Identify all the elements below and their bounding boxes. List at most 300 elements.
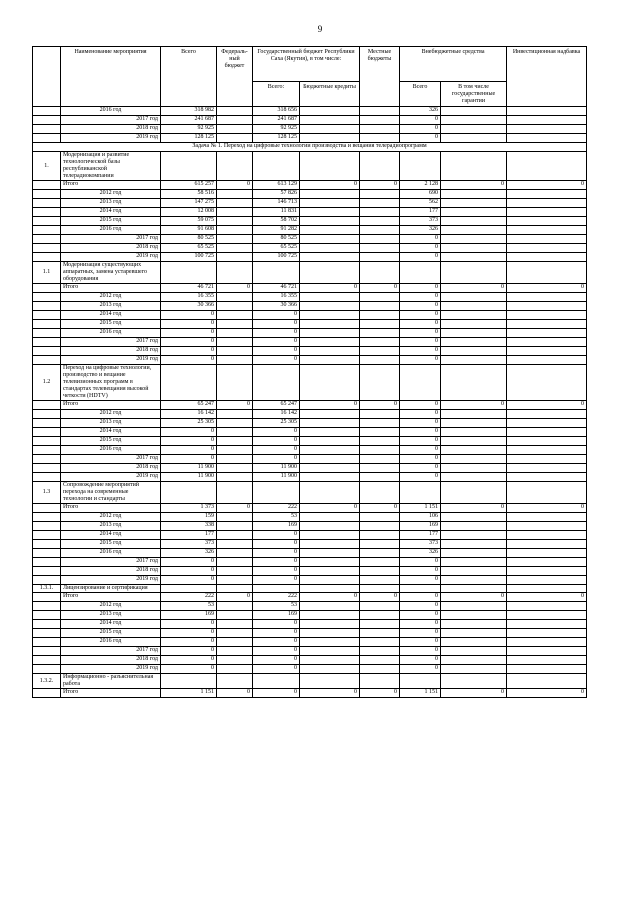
cell-total: 0 [161,620,217,629]
cell-local [360,320,400,329]
table-row [33,284,587,293]
cell-offbudget-total: 0 [400,558,441,567]
cell-offbudget-total: 0 [400,253,441,262]
cell-federal [217,107,253,116]
row-code-cell [33,638,61,647]
cell-federal [217,226,253,235]
cell-federal [217,638,253,647]
cell-investment: 0 [507,284,587,293]
cell-state-credits [300,199,360,208]
cell-investment: 0 [507,593,587,602]
row-code-cell [33,611,61,620]
cell-federal [217,611,253,620]
cell-local [360,329,400,338]
cell-offbudget-guarantees [441,567,507,576]
cell-state-total: 0 [253,320,300,329]
row-label: 2016 год [61,226,161,235]
cell-offbudget-total: 1 151 [400,689,441,698]
cell-federal [217,446,253,455]
section-title-row [33,152,587,181]
section-title: Лицензирование и сертификация [61,585,161,593]
row-code-cell [33,665,61,674]
row-code-cell [33,473,61,482]
table-row [33,629,587,638]
empty-cell [360,365,400,401]
row-code-cell [33,464,61,473]
row-code-cell [33,656,61,665]
cell-offbudget-total: 0 [400,638,441,647]
empty-cell [253,365,300,401]
cell-state-total: 0 [253,455,300,464]
cell-local [360,125,400,134]
cell-state-credits [300,647,360,656]
empty-cell [253,152,300,181]
cell-offbudget-total: 0 [400,134,441,143]
cell-offbudget-total: 0 [400,656,441,665]
cell-state-credits [300,329,360,338]
cell-offbudget-guarantees [441,320,507,329]
cell-offbudget-total: 0 [400,446,441,455]
cell-state-total: 0 [253,629,300,638]
empty-cell [400,585,441,593]
cell-state-total: 53 [253,602,300,611]
cell-local [360,347,400,356]
empty-cell [441,585,507,593]
cell-federal [217,320,253,329]
table-row [33,320,587,329]
cell-local: 0 [360,689,400,698]
empty-cell [507,262,587,284]
cell-investment [507,576,587,585]
cell-offbudget-guarantees [441,199,507,208]
cell-state-total: 65 247 [253,401,300,410]
cell-local [360,647,400,656]
cell-investment [507,665,587,674]
empty-cell [507,482,587,504]
cell-state-total: 318 656 [253,107,300,116]
cell-federal [217,455,253,464]
row-label: 2012 год [61,513,161,522]
empty-cell [300,152,360,181]
empty-cell [300,585,360,593]
row-label: 2019 год [61,134,161,143]
row-label: 2015 год [61,437,161,446]
cell-local [360,311,400,320]
cell-total: 0 [161,647,217,656]
cell-local [360,419,400,428]
empty-cell [161,585,217,593]
cell-local: 0 [360,181,400,190]
cell-offbudget-guarantees [441,134,507,143]
table-row [33,181,587,190]
cell-state-credits [300,656,360,665]
cell-investment [507,428,587,437]
cell-investment: 0 [507,689,587,698]
cell-investment [507,199,587,208]
cell-offbudget-guarantees [441,419,507,428]
cell-offbudget-total: 0 [400,602,441,611]
row-label: 2017 год [61,455,161,464]
table-row [33,602,587,611]
table-row [33,302,587,311]
row-label: 2019 год [61,253,161,262]
cell-total: 241 687 [161,116,217,125]
empty-cell [217,262,253,284]
cell-state-total: 46 721 [253,284,300,293]
empty-cell [217,365,253,401]
empty-cell [253,482,300,504]
empty-cell [161,262,217,284]
section-code: 1.2 [33,365,61,401]
cell-state-credits [300,116,360,125]
cell-state-credits [300,190,360,199]
empty-cell [360,482,400,504]
cell-total: 92 925 [161,125,217,134]
cell-investment [507,329,587,338]
cell-state-total: 91 282 [253,226,300,235]
cell-state-credits: 0 [300,401,360,410]
header-local: Местные бюджеты [360,47,400,107]
cell-offbudget-total: 106 [400,513,441,522]
cell-offbudget-guarantees: 0 [441,504,507,513]
cell-total: 0 [161,437,217,446]
empty-cell [360,262,400,284]
row-label: 2013 год [61,419,161,428]
cell-state-credits [300,226,360,235]
cell-state-credits [300,567,360,576]
row-label: Итого [61,689,161,698]
table-row [33,199,587,208]
cell-offbudget-guarantees [441,302,507,311]
row-code-cell [33,356,61,365]
cell-offbudget-total: 2 128 [400,181,441,190]
cell-local [360,620,400,629]
row-label: 2012 год [61,410,161,419]
cell-federal [217,576,253,585]
empty-cell [400,674,441,689]
cell-offbudget-total: 0 [400,293,441,302]
row-label: 2016 год [61,549,161,558]
cell-state-total: 169 [253,522,300,531]
cell-investment [507,620,587,629]
cell-state-credits [300,244,360,253]
cell-federal [217,522,253,531]
cell-state-credits [300,611,360,620]
cell-local [360,134,400,143]
cell-investment: 0 [507,181,587,190]
cell-local [360,558,400,567]
empty-cell [217,152,253,181]
cell-state-total: 11 900 [253,473,300,482]
cell-total: 30 366 [161,302,217,311]
row-code-cell [33,329,61,338]
cell-offbudget-guarantees [441,638,507,647]
table-row [33,455,587,464]
cell-federal [217,208,253,217]
table-row [33,208,587,217]
cell-total: 0 [161,656,217,665]
row-code-cell [33,522,61,531]
row-label: 2016 год [61,638,161,647]
cell-state-total: 25 305 [253,419,300,428]
header-off-total: Всего [400,82,441,107]
cell-local [360,567,400,576]
cell-offbudget-guarantees: 0 [441,401,507,410]
cell-local [360,356,400,365]
row-label: 2013 год [61,522,161,531]
cell-offbudget-guarantees [441,329,507,338]
cell-total: 0 [161,428,217,437]
header-state-total: Всего: [253,82,300,107]
header-federal: Федераль-ный бюджет [217,47,253,107]
cell-local [360,107,400,116]
cell-federal [217,356,253,365]
row-label: 2016 год [61,107,161,116]
cell-state-credits [300,356,360,365]
cell-offbudget-total: 0 [400,437,441,446]
header-name: Наименование мероприятия [61,47,161,107]
cell-offbudget-guarantees [441,356,507,365]
cell-offbudget-total: 0 [400,410,441,419]
cell-total: 58 516 [161,190,217,199]
cell-state-total: 0 [253,576,300,585]
table-row [33,567,587,576]
cell-investment [507,419,587,428]
section-title: Сопровождение мероприятий перехода на современные технологии и стандарты [61,482,161,504]
cell-offbudget-guarantees [441,293,507,302]
empty-cell [253,585,300,593]
cell-federal [217,513,253,522]
table-row [33,620,587,629]
row-label: Итого [61,401,161,410]
cell-state-credits [300,347,360,356]
cell-local [360,302,400,311]
cell-state-total: 11 831 [253,208,300,217]
cell-investment [507,190,587,199]
cell-offbudget-guarantees [441,620,507,629]
cell-state-total: 0 [253,558,300,567]
row-label: 2017 год [61,235,161,244]
table-row [33,647,587,656]
cell-local [360,629,400,638]
row-code-cell [33,125,61,134]
cell-state-credits [300,665,360,674]
cell-total: 12 008 [161,208,217,217]
cell-offbudget-total: 0 [400,576,441,585]
empty-cell [507,674,587,689]
cell-state-total: 0 [253,311,300,320]
cell-state-total: 222 [253,593,300,602]
section-title-row [33,674,587,689]
cell-state-total: 16 142 [253,410,300,419]
cell-total: 1 151 [161,689,217,698]
empty-cell [400,482,441,504]
cell-investment [507,602,587,611]
cell-local [360,473,400,482]
cell-local: 0 [360,284,400,293]
cell-offbudget-guarantees [441,629,507,638]
cell-federal [217,134,253,143]
cell-total: 11 900 [161,473,217,482]
cell-total: 0 [161,455,217,464]
cell-federal [217,620,253,629]
table-row [33,253,587,262]
cell-offbudget-total: 562 [400,199,441,208]
cell-local [360,522,400,531]
cell-state-credits [300,558,360,567]
cell-offbudget-total: 0 [400,347,441,356]
cell-investment [507,253,587,262]
cell-investment [507,656,587,665]
cell-state-credits [300,620,360,629]
cell-offbudget-total: 0 [400,235,441,244]
cell-total: 53 [161,602,217,611]
cell-state-credits [300,576,360,585]
cell-state-credits [300,531,360,540]
cell-local [360,428,400,437]
row-label: 2015 год [61,320,161,329]
cell-federal [217,629,253,638]
section-title-row [33,585,587,593]
cell-offbudget-guarantees [441,338,507,347]
cell-federal: 0 [217,593,253,602]
cell-state-total: 58 702 [253,217,300,226]
cell-federal [217,473,253,482]
table-row [33,531,587,540]
section-title: Модернизация и развитие технологической базы республиканской телерадиокомпании [61,152,161,181]
row-code-cell [33,504,61,513]
cell-local [360,513,400,522]
section-title-row [33,262,587,284]
cell-offbudget-guarantees [441,665,507,674]
cell-local: 0 [360,504,400,513]
cell-offbudget-guarantees [441,347,507,356]
row-label: 2016 год [61,446,161,455]
row-label: 2019 год [61,576,161,585]
cell-state-total: 100 725 [253,253,300,262]
row-label: Итого [61,504,161,513]
cell-offbudget-total: 690 [400,190,441,199]
row-code-cell [33,338,61,347]
cell-state-credits: 0 [300,689,360,698]
cell-investment [507,638,587,647]
cell-offbudget-guarantees [441,437,507,446]
cell-offbudget-total: 0 [400,419,441,428]
cell-state-credits [300,107,360,116]
cell-state-total: 0 [253,620,300,629]
table-row [33,311,587,320]
table-row [33,226,587,235]
cell-local: 0 [360,593,400,602]
row-label: 2018 год [61,244,161,253]
row-code-cell [33,181,61,190]
row-label: 2013 год [61,302,161,311]
table-row [33,116,587,125]
row-code-cell [33,540,61,549]
cell-total: 326 [161,549,217,558]
cell-state-total: 146 713 [253,199,300,208]
row-code-cell [33,253,61,262]
cell-state-credits [300,602,360,611]
row-code-cell [33,620,61,629]
task-title: Задача № 1. Переход на цифровые технологии производства и вещания телерадиопрограмм [33,143,587,152]
row-code-cell [33,419,61,428]
row-label: 2014 год [61,620,161,629]
cell-state-credits [300,338,360,347]
cell-total: 59 075 [161,217,217,226]
cell-offbudget-total: 0 [400,428,441,437]
cell-state-credits [300,473,360,482]
cell-state-total: 222 [253,504,300,513]
header-state-credits: Бюджетные кредиты [300,82,360,107]
table-row [33,638,587,647]
cell-offbudget-total: 0 [400,464,441,473]
empty-cell [217,674,253,689]
cell-local [360,116,400,125]
cell-investment [507,567,587,576]
cell-federal [217,217,253,226]
cell-total: 318 982 [161,107,217,116]
cell-state-credits [300,125,360,134]
row-label: 2018 год [61,347,161,356]
cell-investment [507,513,587,522]
row-code-cell [33,576,61,585]
cell-state-credits [300,419,360,428]
cell-local [360,549,400,558]
cell-offbudget-total: 0 [400,611,441,620]
row-code-cell [33,235,61,244]
cell-offbudget-guarantees [441,558,507,567]
cell-investment [507,464,587,473]
row-code-cell [33,244,61,253]
cell-local [360,437,400,446]
empty-cell [300,262,360,284]
table-row [33,134,587,143]
cell-offbudget-guarantees [441,513,507,522]
row-label: 2019 год [61,356,161,365]
empty-cell [253,262,300,284]
cell-investment [507,611,587,620]
table-row [33,107,587,116]
cell-local [360,293,400,302]
cell-total: 16 142 [161,410,217,419]
cell-investment [507,125,587,134]
cell-total: 147 275 [161,199,217,208]
cell-total: 0 [161,638,217,647]
cell-offbudget-guarantees [441,647,507,656]
empty-cell [360,152,400,181]
cell-offbudget-total: 177 [400,208,441,217]
cell-offbudget-guarantees [441,116,507,125]
row-code-cell [33,647,61,656]
cell-investment [507,226,587,235]
cell-investment [507,540,587,549]
cell-offbudget-guarantees [441,428,507,437]
cell-state-total: 0 [253,338,300,347]
header-state-budget: Государственный бюджет Республики Саха (Якутия), в том числе: [253,47,360,82]
cell-total: 0 [161,356,217,365]
empty-cell [161,482,217,504]
cell-state-credits: 0 [300,593,360,602]
cell-local: 0 [360,401,400,410]
cell-state-total: 613 129 [253,181,300,190]
row-label: 2017 год [61,116,161,125]
row-code-cell [33,567,61,576]
cell-state-credits [300,455,360,464]
section-title: Информационно - разъяснительная работа [61,674,161,689]
page-number: 9 [317,24,323,34]
row-label: 2014 год [61,531,161,540]
